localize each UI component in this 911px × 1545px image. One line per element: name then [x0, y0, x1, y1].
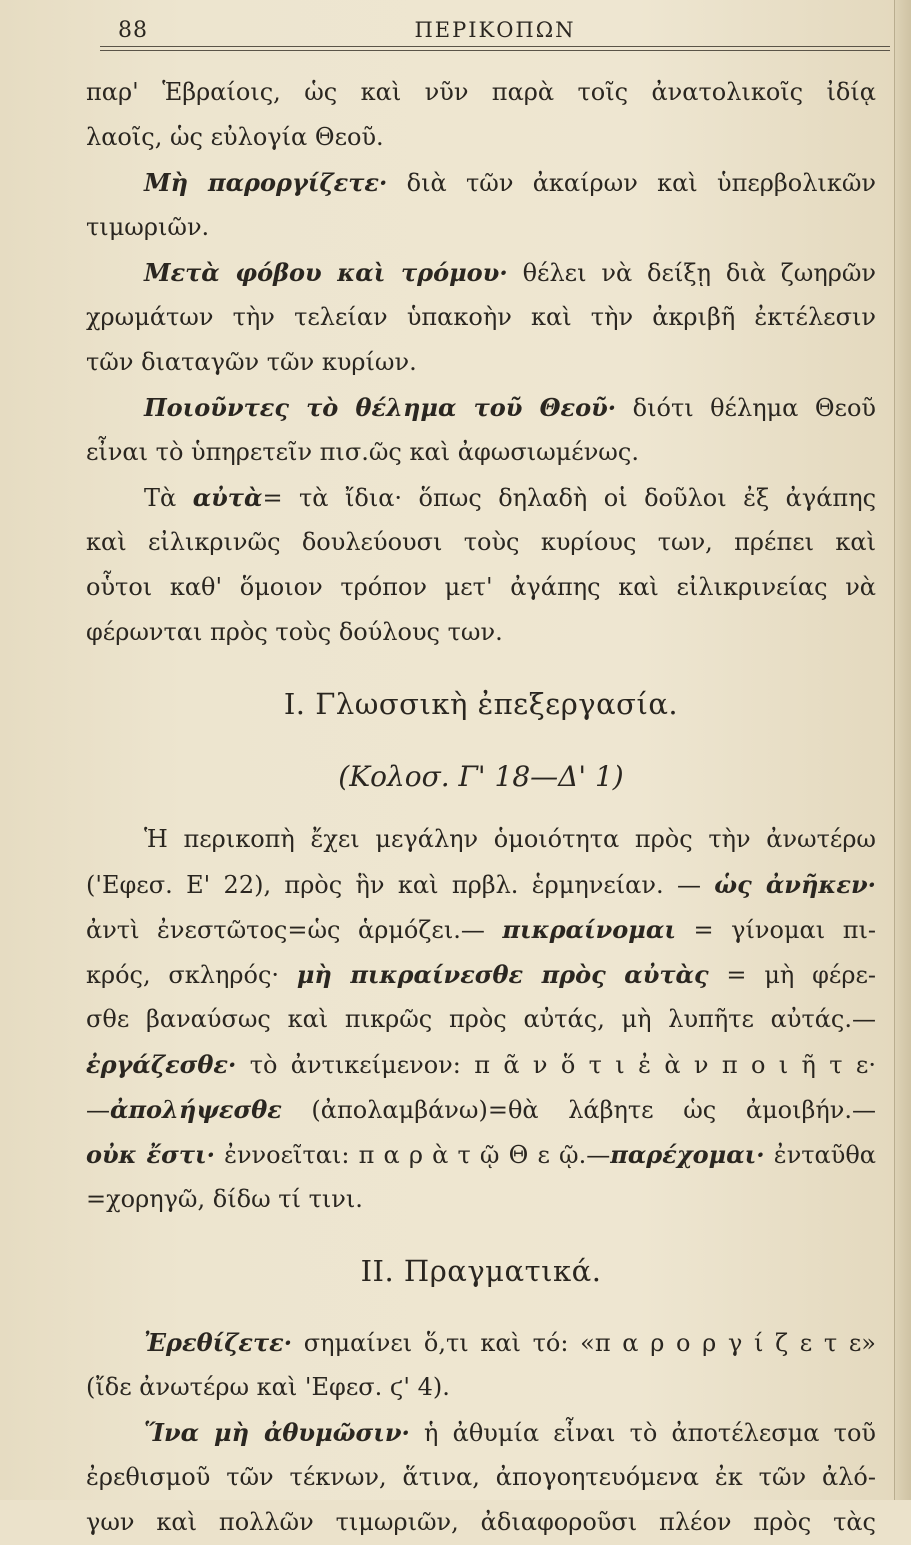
body-text [86, 70, 876, 1545]
text-line: Ἵνα μὴ ἀθυμῶσιν· ἡ ἀθυμία εἶναι τὸ ἀποτέλεσμα τοῦ [144, 1418, 876, 1447]
text-line: ἀντὶ ἐνεστῶτος=ὡς ἁρμόζει.— πικραίνομαι = γίνομαι πι- [86, 915, 876, 944]
text-line: καὶ εἰλικρινῶς δουλεύουσι τοὺς κυρίους των, πρέπει καὶ [86, 528, 876, 556]
lemma: ὡς ἀνῆκεν· [714, 870, 876, 899]
lemma: πικραίνομαι [502, 915, 676, 944]
text-line: λαοῖς, ὡς εὐλογία Θεοῦ. [86, 123, 384, 151]
lemma: ἐργάζεσθε· [86, 1050, 237, 1079]
text-line: Τὰ αὐτὰ= τὰ ἴδια· ὅπως δηλαδὴ οἱ δοῦλοι ἐξ ἀγάπης [144, 483, 876, 512]
running-head: ΠΕΡΙΚΟΠΩΝ [414, 18, 576, 42]
lemma: Ποιοῦντες τὸ θέλημα τοῦ Θεοῦ· [144, 393, 617, 422]
text-line: Ἡ περικοπὴ ἔχει μεγάλην ὁμοιότητα πρὸς τὴν ἀνωτέρω [144, 825, 876, 853]
text-line: οὗτοι καθ' ὅμοιον τρόπον μετ' ἀγάπης καὶ εἰλικρινείας νὰ [86, 573, 876, 601]
text-line: φέρωνται πρὸς τοὺς δούλους των. [86, 618, 503, 646]
text-line: Ποιοῦντες τὸ θέλημα τοῦ Θεοῦ· διότι θέλημα Θεοῦ [144, 393, 876, 422]
text-line: ('Εφεσ. Ε' 22), πρὸς ἣν καὶ πρβλ. ἑρμηνείαν. — ὡς ἀνῆκεν· [86, 870, 876, 899]
lemma: Μετὰ φόβου καὶ τρόμου· [144, 258, 508, 287]
text-line: ἐργάζεσθε· τὸ ἀντικείμενον: π ᾶ ν ὅ τ ι ἐ ὰ ν π ο ι ῆ τ ε· [86, 1050, 876, 1079]
section-subheading: (Κολοσ. Γ' 18—Δ' 1) [338, 760, 624, 793]
lemma: ἀπολήψεσθε [110, 1095, 282, 1124]
text-line: σθε βαναύσως καὶ πικρῶς πρὸς αὐτάς, μὴ λυπῆτε αὐτάς.— [86, 1005, 876, 1033]
text-line: γων καὶ πολλῶν τιμωριῶν, ἀδιαφοροῦσι πλέον πρὸς τὰς [86, 1508, 876, 1536]
text-line: (ἴδε ἀνωτέρω καὶ 'Εφεσ. ϛ' 4). [86, 1373, 450, 1401]
lemma: Ἵνα μὴ ἀθυμῶσιν· [144, 1418, 410, 1447]
lemma: αὐτὰ [192, 483, 263, 512]
page-edge [894, 0, 911, 1500]
page-number: 88 [118, 18, 148, 43]
text-line: ἐρεθισμοῦ τῶν τέκνων, ἅτινα, ἀπογοητευόμενα ἐκ τῶν ἀλό- [86, 1463, 876, 1491]
text-line: κρός, σκληρός· μὴ πικραίνεσθε πρὸς αὐτὰς = μὴ φέρε- [86, 960, 876, 989]
text-line: εἶναι τὸ ὑπηρετεῖν πισ.ῶς καὶ ἀφωσιωμένως. [86, 438, 639, 466]
page-header [100, 14, 890, 54]
text-line: παρ' Ἑβραίοις, ὡς καὶ νῦν παρὰ τοῖς ἀνατολικοῖς ἰδίᾳ [86, 78, 876, 106]
text-line: =χορηγῶ, δίδω τί τινι. [86, 1185, 363, 1213]
text-line: —ἀπολήψεσθε (ἀπολαμβάνω)=θὰ λάβητε ὡς ἀμοιβήν.— [86, 1095, 876, 1124]
text-line: τῶν διαταγῶν τῶν κυρίων. [86, 348, 417, 376]
header-rule-double [100, 50, 890, 51]
section-heading-1: I. Γλωσσικὴ ἐπεξεργασία. [283, 687, 679, 721]
text-line: Μετὰ φόβου καὶ τρόμου· θέλει νὰ δείξῃ διὰ ζωηρῶν [144, 258, 876, 287]
lemma: μὴ πικραίνεσθε πρὸς αὐτὰς [296, 960, 709, 989]
header-rule [100, 46, 890, 47]
text-line: οὐκ ἔστι· ἐννοεῖται: π α ρ ὰ τ ῷ Θ ε ῷ.—παρέχομαι· ἐνταῦθα [86, 1140, 876, 1169]
lemma: Μὴ παροργίζετε· [144, 168, 388, 197]
lemma: Ἐρεθίζετε· [144, 1328, 293, 1357]
text-line: Μὴ παροργίζετε· διὰ τῶν ἀκαίρων καὶ ὑπερβολικῶν [144, 168, 876, 197]
section-heading-2: II. Πραγματικά. [360, 1254, 602, 1288]
text-line: Ἐρεθίζετε· σημαίνει ὅ,τι καὶ τό: «π α ρ ο ρ γ ί ζ ε τ ε» [144, 1328, 876, 1357]
text-line: χρωμάτων τὴν τελείαν ὑπακοὴν καὶ τὴν ἀκριβῆ ἐκτέλεσιν [86, 303, 876, 331]
text-line: τιμωριῶν. [86, 213, 210, 241]
lemma: οὐκ ἔστι· [86, 1140, 215, 1169]
lemma: παρέχομαι· [610, 1140, 765, 1169]
